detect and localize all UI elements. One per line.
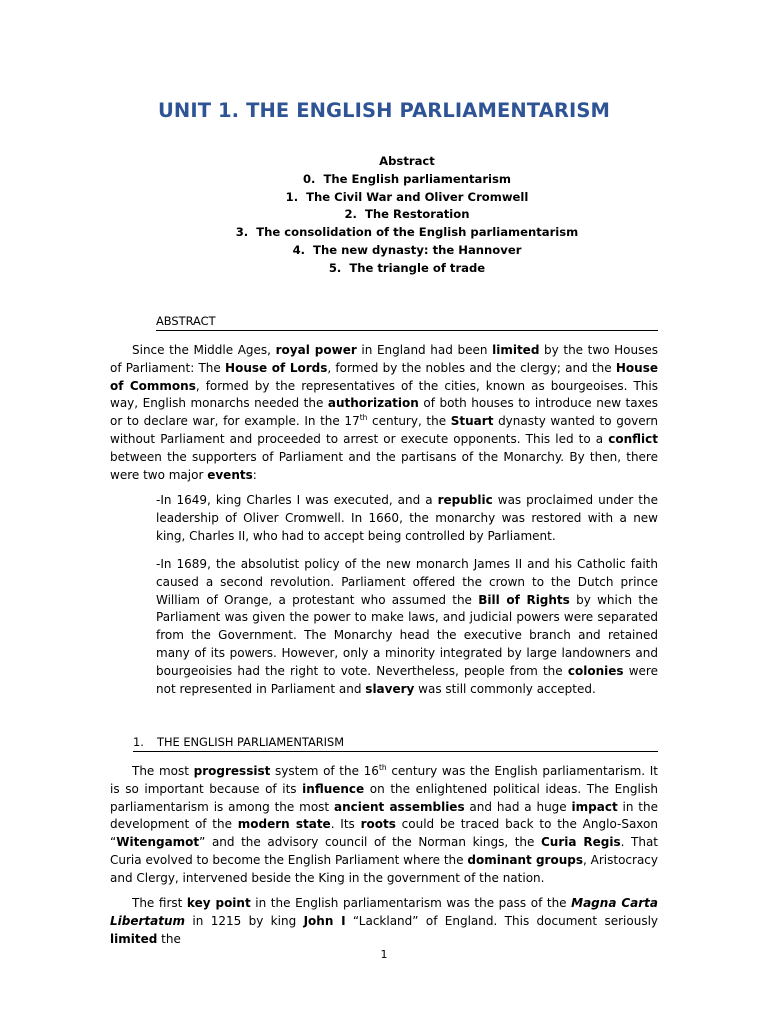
abstract-heading: ABSTRACT <box>156 314 658 331</box>
page-number: 1 <box>380 948 388 961</box>
toc-item: 4. The new dynasty: the Hannover <box>292 242 522 257</box>
toc-heading: Abstract <box>379 154 435 168</box>
abstract-paragraph: Since the Middle Ages, royal power in England had been limited by the two Houses of Parliament: The House of Lords, formed by the nobles and the clergy; and the House of Commons, formed by the representatives of the cities, known as bourgeoises. This way, English monarchs needed the authorization of both houses to introduce new taxes or to declare war, for example. In the 17th century, the Stuart dynasty wanted to govern without Parliament and proceeded to arrest or execute opponents. This led to a conflict between the supporters of Parliament and the partisans of the Monarchy. By then, there were two major events: <box>110 343 659 482</box>
toc-item: 5. The triangle of trade <box>328 260 486 275</box>
toc-item: 1. The Civil War and Oliver Cromwell <box>285 189 529 204</box>
document-title: UNIT 1. THE ENGLISH PARLIAMENTARISM <box>158 99 610 122</box>
event-paragraph-1649: -In 1649, king Charles I was executed, and a republic was proclaimed under the leadership of Oliver Cromwell. In 1660, the monarchy was restored with a new king, Charles II, who had to accept being controlled by Parliament. <box>156 493 658 543</box>
toc-item: 0. The English parliamentarism <box>302 171 511 186</box>
section-1-paragraph: The most progressist system of the 16th century was the English parliamentarism. It is so important because of its influence on the enlightened political ideas. The English parliamentarism is among the most ancient assemblies and had a huge impact in the development of the modern state. Its roots could be traced back to the Anglo-Saxon “Witengamot” and the advisory council of the Norman kings, the Curia Regis. That Curia evolved to become the English Parliament where the dominant groups, Aristocracy and Clergy, intervened beside the King in the government of the nation. <box>110 763 659 885</box>
table-of-contents <box>100 153 714 278</box>
section-1-paragraph: The first key point in the English parliamentarism was the pass of the Magna Carta Libertatum in 1215 by king John I “Lackland” of England. This document seriously limited the <box>110 896 659 946</box>
toc-item: 3. The consolidation of the English parliamentarism <box>235 225 579 240</box>
toc-item: 2. The Restoration <box>344 207 470 222</box>
event-paragraph-1689: -In 1689, the absolutist policy of the new monarch James II and his Catholic faith caused a second revolution. Parliament offered the crown to the Dutch prince William of Orange, a protestant who assumed the Bill of Rights by which the Parliament was given the power to make laws, and judicial powers were separated from the Government. The Monarchy head the executive branch and retained many of its powers. However, only a minority integrated by large landowners and bourgeoisies had the right to vote. Nevertheless, people from the colonies were not represented in Parliament and slavery was still commonly accepted. <box>156 557 659 696</box>
section-1-heading: 1. THE ENGLISH PARLIAMENTARISM <box>133 735 658 752</box>
